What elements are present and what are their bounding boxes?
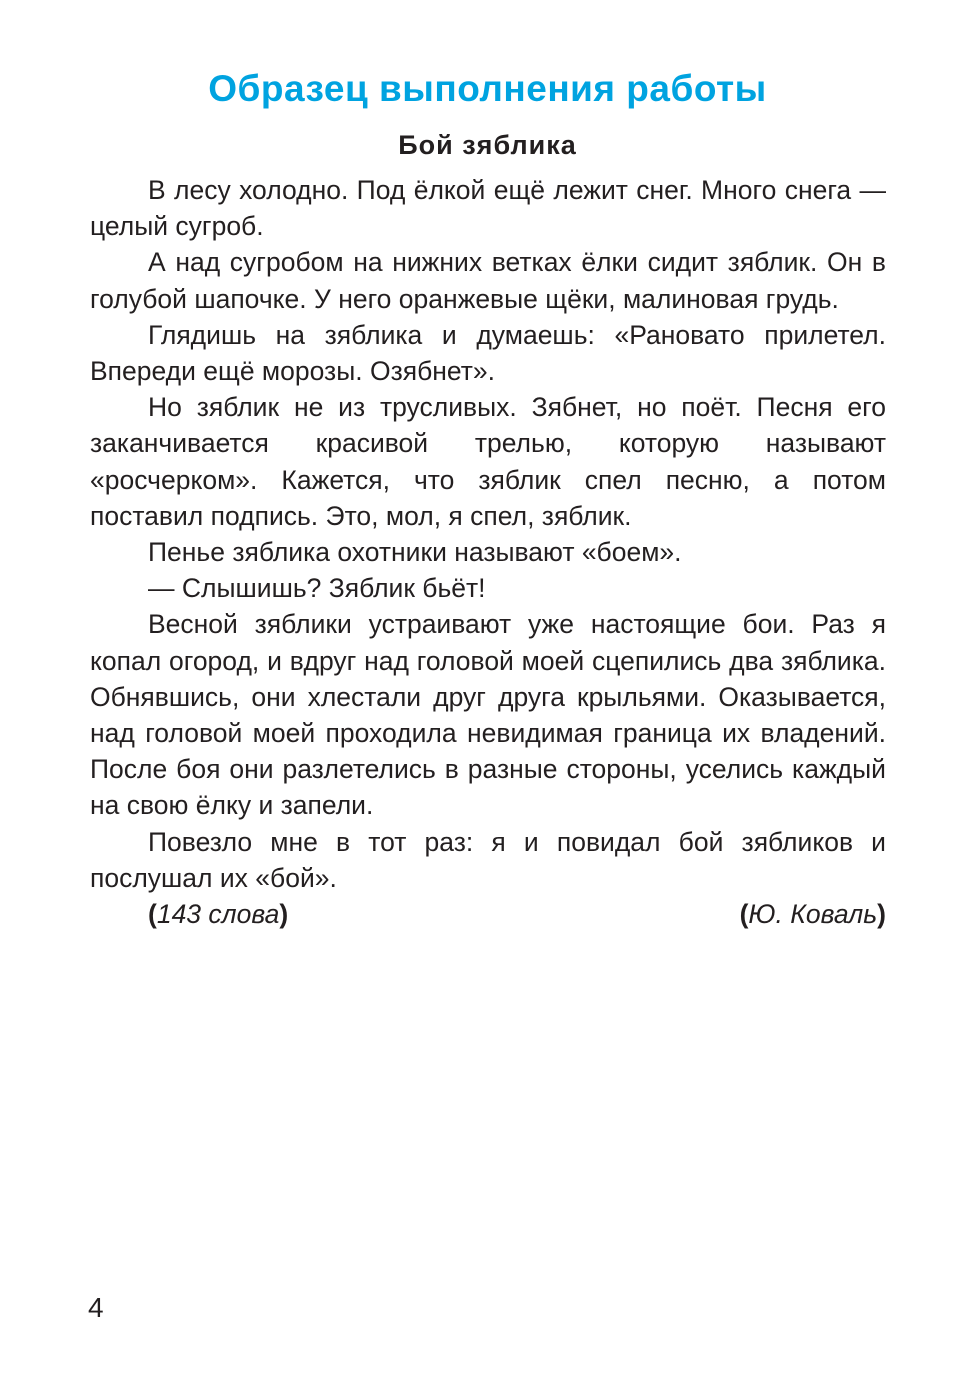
story-text (90, 172, 886, 932)
author-name: Ю. Коваль (748, 899, 878, 930)
word-count-text: 143 слова (156, 899, 280, 930)
page-title: Образец выполнения работы (208, 68, 767, 109)
story-title: Бой зяблика (398, 130, 577, 160)
paragraph: — Слышишь? Зяблик бьёт! (148, 573, 486, 604)
word-count: (143 слова) (148, 899, 289, 930)
author: (Ю. Коваль) (739, 899, 886, 930)
paragraph: Повезло мне в тот раз: я и повидал бой зябликов и послушал их «бой». (90, 826, 886, 893)
paragraph: Весной зяблики устраивают уже настоящие бои. Раз я копал огород, и вдруг над головой моей сцепились два зяблика. Обнявшись, они хлестали друг друга крыльями. Оказывается, над головой моей проходила невидимая граница их владений. После боя они разлетелись в разные стороны, уселись каждый на свою ёлку и запели. (90, 609, 886, 821)
paragraph: А над сугробом на нижних ветках ёлки сидит зяблик. Он в голубой шапочке. У него оранжевые щёки, малиновая грудь. (90, 247, 886, 314)
paragraph: Глядишь на зяблика и думаешь: «Рановато прилетел. Впереди ещё морозы. Озябнет». (90, 319, 886, 387)
page-number: 4 (88, 1292, 104, 1323)
paragraph: Но зяблик не из трусливых. Зябнет, но поёт. Песня его заканчивается красивой трелью, которую называют «росчерком». Кажется, что зяблик спел песню, а потом поставил подпись. Это, мол, я спел, зяблик. (90, 392, 886, 531)
paragraph: В лесу холодно. Под ёлкой ещё лежит снег. Много снега — целый сугроб. (90, 175, 886, 242)
signature-line (90, 896, 886, 932)
paragraph: Пенье зяблика охотники называют «боем». (148, 537, 682, 568)
